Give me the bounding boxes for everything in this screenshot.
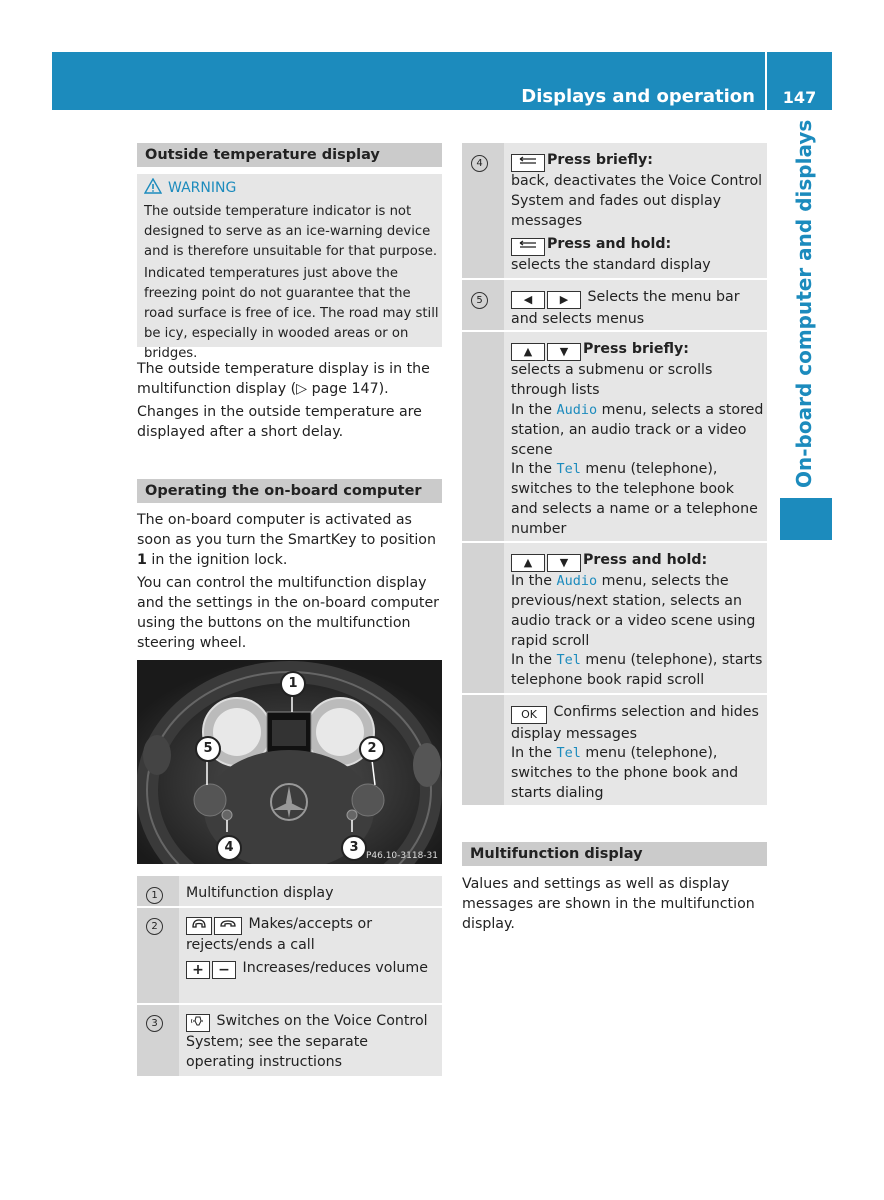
legend-num-4-circle: 4: [471, 155, 488, 172]
legend-num-3-circle: 3: [146, 1015, 163, 1032]
arrow-up-icon: ▲: [511, 343, 545, 361]
row6-text-b-label: menu, selects a stored station, an audio track or a video scene: [511, 402, 764, 458]
row8-text-a-label: Confirms selection and hides display messages: [511, 704, 759, 742]
row6-label-text: Press briefly:: [583, 341, 689, 357]
callout-3: 3: [341, 835, 367, 861]
tel-menu-term: Tel: [556, 461, 581, 477]
legend-text-2a-label: Makes/accepts or rejects/ends a call: [186, 916, 373, 953]
back-icon: [511, 154, 545, 172]
row8-text-b: [511, 743, 765, 803]
left-table-divider-1: [137, 906, 442, 908]
legend-text-2b: [186, 958, 436, 979]
back-icon-hold: [511, 238, 545, 256]
paragraph-outside-temp-1: The outside temperature display is in the multifunction display (▷ page 147).: [137, 361, 430, 397]
page-number: 147: [782, 88, 817, 107]
side-tab-label: On-board computer and displays: [792, 119, 816, 488]
legend-text-3-label: Switches on the Voice Control System; see the separate operating instructions: [186, 1013, 428, 1070]
row7-label: [511, 550, 763, 572]
volume-minus-icon: −: [212, 961, 236, 979]
row6-text-c-label: menu (telephone), switches to the telephone book and selects a name or a telephone number: [511, 461, 758, 537]
phone-reject-icon: [214, 917, 242, 935]
ok-button-icon: OK: [511, 706, 547, 724]
row6-in-the-1: In the: [511, 402, 552, 418]
legend-num-5-circle: 5: [471, 292, 488, 309]
row6-label: [511, 339, 763, 361]
legend-num-1: [146, 883, 163, 904]
left-table-divider-2: [137, 1003, 442, 1005]
row7-text-a: [511, 571, 765, 651]
row4-label2: [511, 234, 763, 256]
legend-text-1: Multifunction display: [186, 885, 334, 901]
warning-text-1: The outside temperature indicator is not designed to serve as an ice-warning device and is therefore unsuitable for that purpose.: [144, 204, 438, 259]
row7-text-b-label: menu (telephone), starts telephone book rapid scroll: [511, 652, 763, 688]
row5-text: [511, 287, 765, 329]
row4-label1: [511, 150, 763, 172]
legend-num-2-circle: 2: [146, 918, 163, 935]
tel-menu-term-3: Tel: [556, 745, 581, 761]
section-heading-outside-temp: Outside temperature display: [137, 143, 442, 167]
right-table-divider-1: [462, 278, 767, 280]
legend-num-3: [146, 1011, 163, 1032]
arrow-up-icon-hold: ▲: [511, 554, 545, 572]
voice-control-icon: [186, 1014, 210, 1032]
audio-menu-term-2: Audio: [556, 573, 598, 589]
row4-label2-text: Press and hold:: [547, 236, 672, 252]
legend-text-2a: [186, 914, 436, 955]
volume-plus-icon: +: [186, 961, 210, 979]
row4-label1-text: Press briefly:: [547, 152, 653, 168]
position-number: 1: [137, 552, 147, 568]
paragraph-outside-temp-2: Changes in the outside temperature are displayed after a short delay.: [137, 404, 422, 440]
legend-num-5: [471, 288, 488, 309]
row7-text-a-label: menu, selects the previous/next station, selects an audio track or a video scene using rapid scroll: [511, 573, 756, 649]
paragraph-operating-1-b: in the ignition lock.: [146, 552, 288, 568]
callout-2: 2: [359, 736, 385, 762]
paragraph-operating-2: You can control the multifunction display and the settings in the on-board computer using the buttons on the multifunction steering wheel.: [137, 575, 440, 651]
arrow-down-icon: ▼: [547, 343, 581, 361]
audio-menu-term: Audio: [556, 402, 598, 418]
row7-in-the-2: In the: [511, 652, 552, 668]
warning-label: WARNING: [168, 180, 237, 196]
paragraph-multifunction: Values and settings as well as display messages are shown in the multifunction display.: [462, 876, 755, 932]
callout-4: 4: [216, 835, 242, 861]
steering-wheel-figure: [137, 660, 442, 864]
row6-in-the-2: In the: [511, 461, 552, 477]
figure-code: P46.10-3118-31: [365, 851, 438, 861]
arrow-left-icon: ◀: [511, 291, 545, 309]
paragraph-operating-1: [137, 510, 445, 570]
phone-accept-icon: [186, 917, 212, 935]
warning-title: [144, 178, 236, 196]
right-table-divider-3: [462, 541, 767, 543]
row4-text1: back, deactivates the Voice Control System and fades out display messages: [511, 173, 763, 229]
section-heading-operating: Operating the on-board computer: [137, 479, 442, 503]
row7-label-text: Press and hold:: [583, 552, 708, 568]
row6-text-b: [511, 400, 765, 460]
row6-text-a: selects a submenu or scrolls through lists: [511, 362, 713, 398]
right-table-divider-2: [462, 330, 767, 332]
warning-triangle-icon: [144, 178, 162, 194]
row8-in-the: In the: [511, 745, 552, 761]
page-section-title: Displays and operation: [521, 86, 755, 107]
row4-text2: selects the standard display: [511, 257, 711, 273]
row6-text-c: [511, 459, 765, 539]
legend-text-3: [186, 1011, 438, 1072]
row8-text-b-label: menu (telephone), switches to the phone book and starts dialing: [511, 745, 739, 801]
side-tab-marker: [780, 498, 832, 540]
legend-num-4: [471, 151, 488, 172]
right-legend-num-column: [462, 143, 504, 805]
row5-text-label: Selects the menu bar and selects menus: [511, 289, 740, 327]
legend-num-1-circle: 1: [146, 887, 163, 904]
warning-text-2: Indicated temperatures just above the freezing point do not guarantee that the road surface is free of ice. The road may still be icy, especially in wooded areas or on bridges.: [144, 266, 439, 361]
row7-text-b: [511, 650, 765, 690]
paragraph-operating-1-a: The on-board computer is activated as soon as you turn the SmartKey to position: [137, 512, 436, 548]
right-table-divider-4: [462, 693, 767, 695]
arrow-right-icon: ▶: [547, 291, 581, 309]
section-heading-multifunction: Multifunction display: [462, 842, 767, 866]
callout-5: 5: [195, 736, 221, 762]
legend-num-2: [146, 914, 163, 935]
tel-menu-term-2: Tel: [556, 652, 581, 668]
legend-text-2b-label: Increases/reduces volume: [242, 960, 428, 976]
callout-1: 1: [280, 671, 306, 697]
row7-in-the-1: In the: [511, 573, 552, 589]
arrow-down-icon-hold: ▼: [547, 554, 581, 572]
row8-text-a: [511, 702, 765, 744]
